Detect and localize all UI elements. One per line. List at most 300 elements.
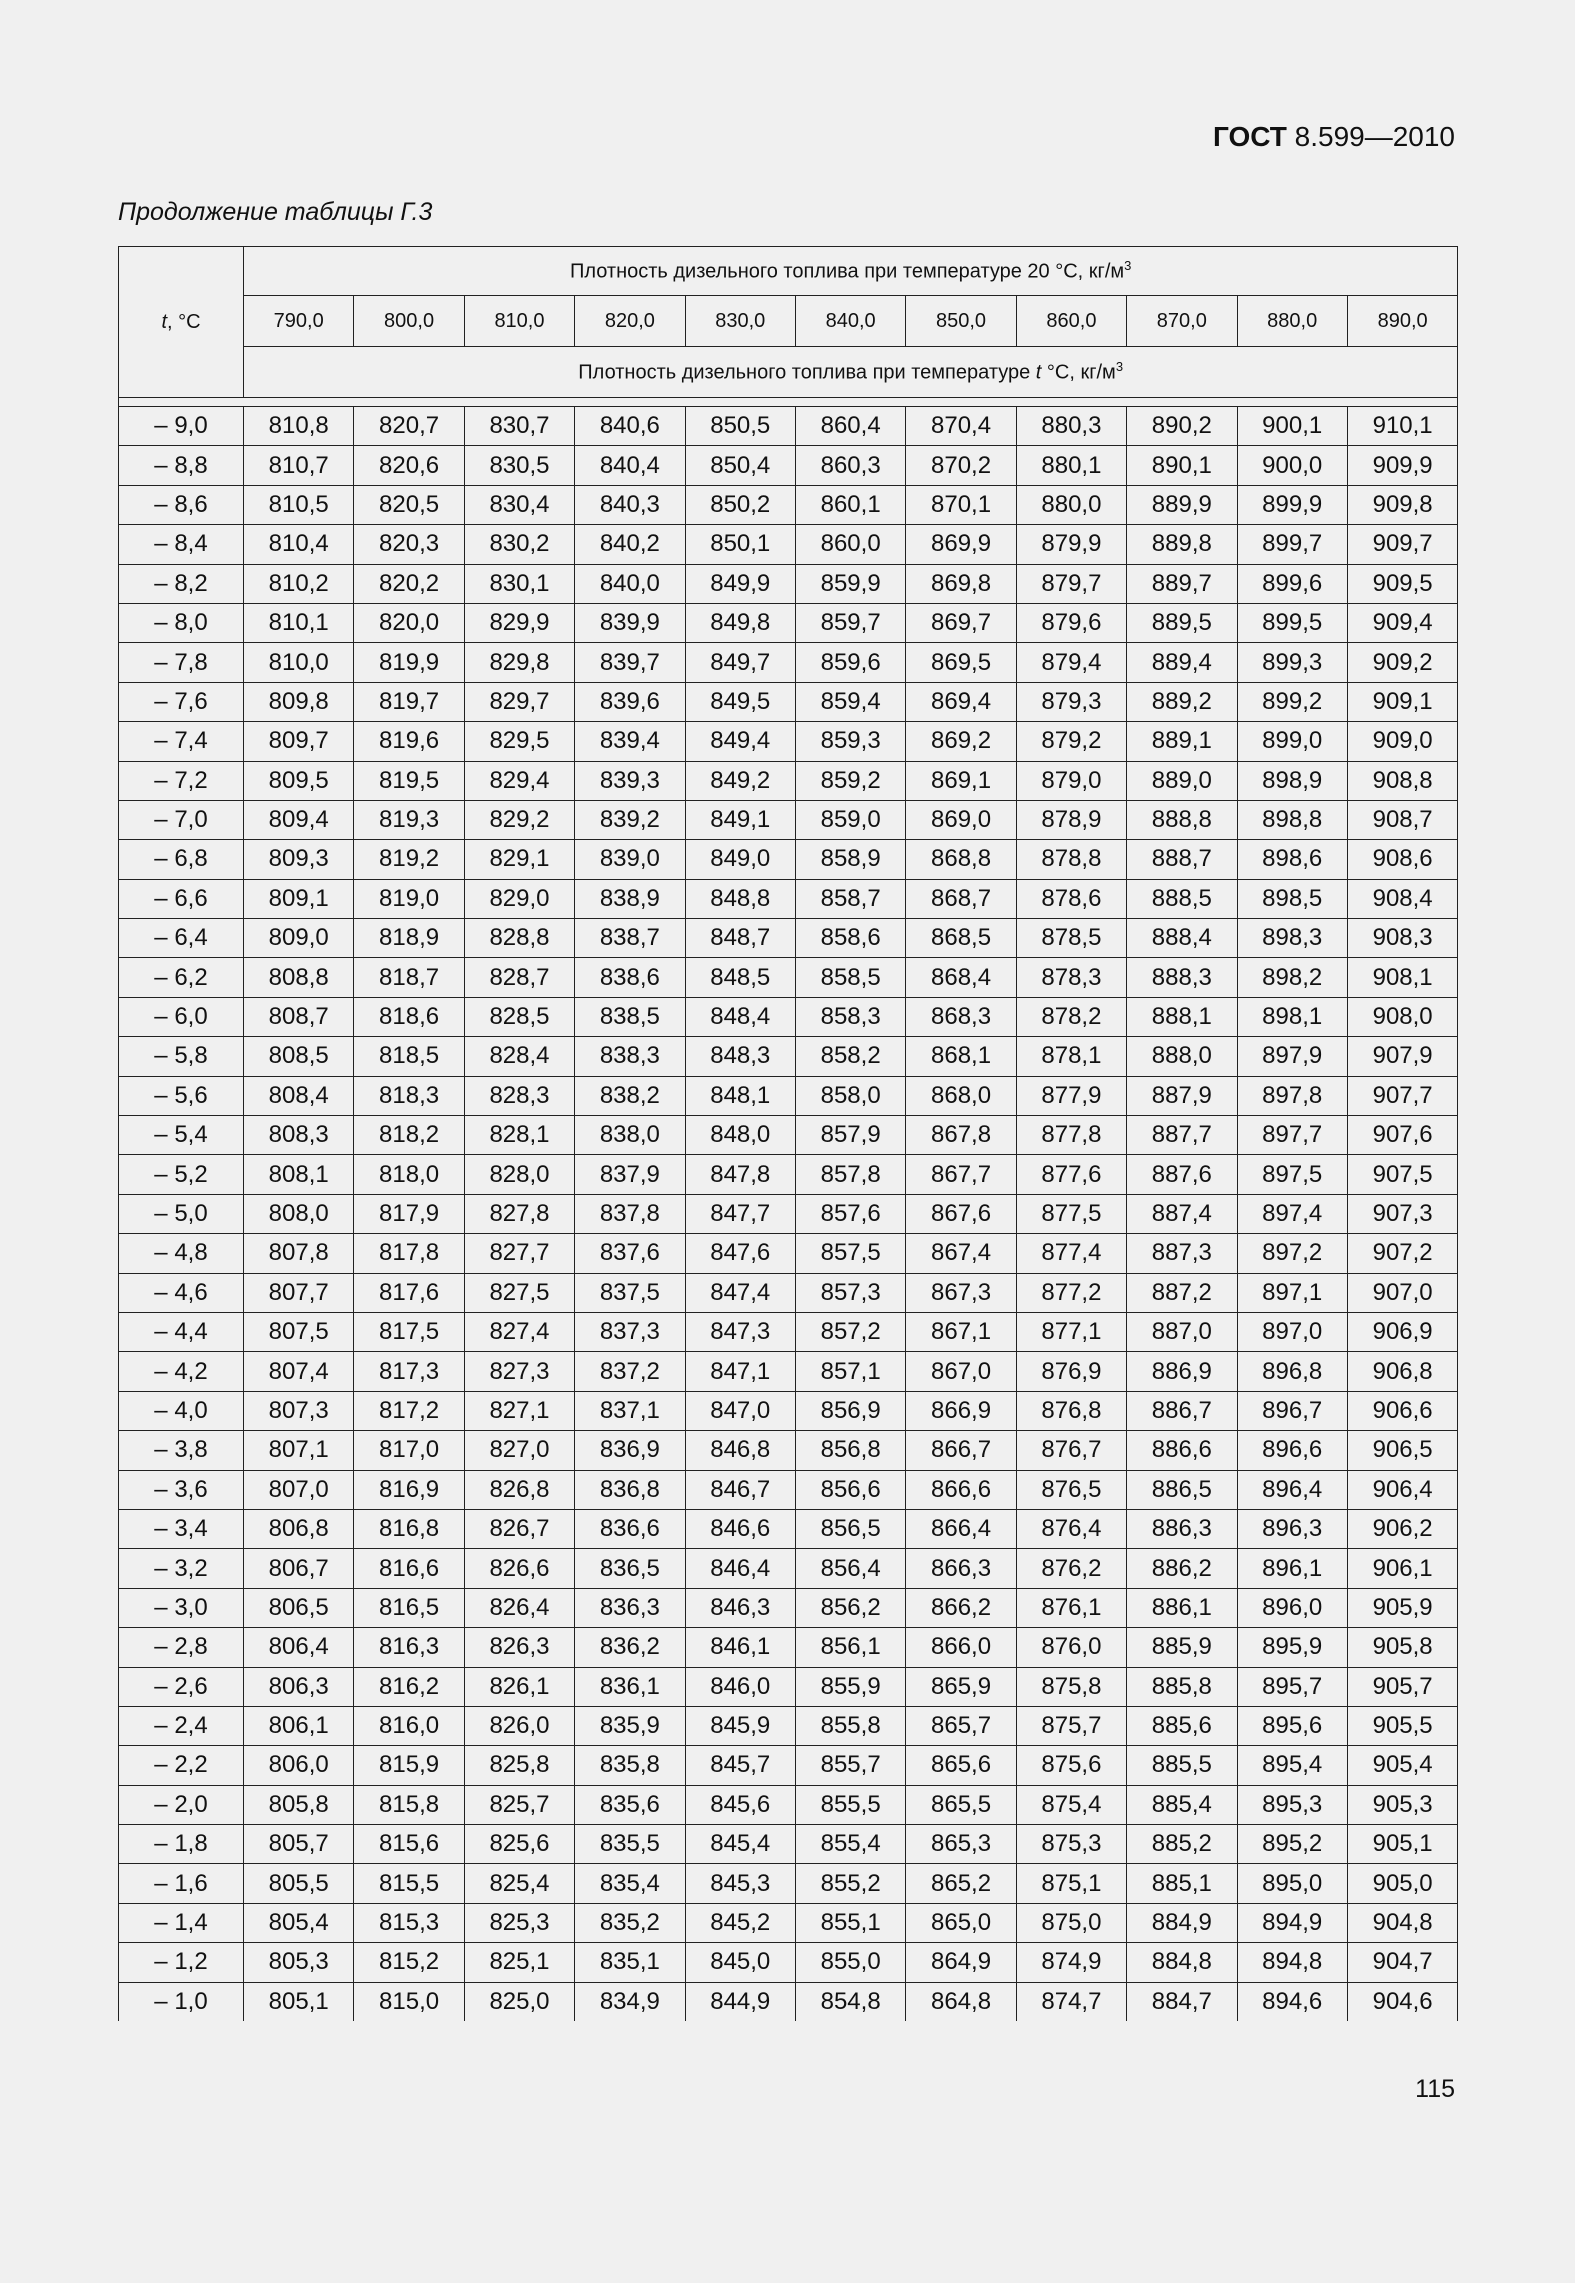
density-cell: 858,2 xyxy=(795,1037,905,1076)
density-cell: 905,5 xyxy=(1347,1706,1457,1745)
density-cell: 810,4 xyxy=(244,525,354,564)
density-cell: 908,1 xyxy=(1347,958,1457,997)
density-cell: 805,8 xyxy=(244,1785,354,1824)
density-cell: 856,9 xyxy=(795,1391,905,1430)
density-cell: 810,7 xyxy=(244,446,354,485)
density-cell: 876,5 xyxy=(1016,1470,1126,1509)
table-row xyxy=(119,643,1458,682)
density-cell: 826,1 xyxy=(464,1667,574,1706)
density-cell: 854,8 xyxy=(795,1982,905,2021)
temperature-cell: – 3,6 xyxy=(119,1470,244,1509)
density-cell: 848,3 xyxy=(685,1037,795,1076)
temperature-cell: – 7,6 xyxy=(119,682,244,721)
density-cell: 827,1 xyxy=(464,1391,574,1430)
density-cell: 807,4 xyxy=(244,1352,354,1391)
density-cell: 818,6 xyxy=(354,997,464,1036)
table-row xyxy=(119,1509,1458,1548)
density-cell: 825,1 xyxy=(464,1943,574,1982)
density-column-header: 860,0 xyxy=(1016,296,1126,347)
density-cell: 896,3 xyxy=(1237,1509,1347,1548)
temperature-cell: – 1,2 xyxy=(119,1943,244,1982)
density-column-header: 890,0 xyxy=(1347,296,1457,347)
density-cell: 847,1 xyxy=(685,1352,795,1391)
density-cell: 905,4 xyxy=(1347,1746,1457,1785)
density-cell: 830,1 xyxy=(464,564,574,603)
density-cell: 829,1 xyxy=(464,840,574,879)
density-cell: 869,5 xyxy=(906,643,1016,682)
density-cell: 908,7 xyxy=(1347,800,1457,839)
density-cell: 874,7 xyxy=(1016,1982,1126,2021)
table-row xyxy=(119,958,1458,997)
density-cell: 826,8 xyxy=(464,1470,574,1509)
density-cell: 846,3 xyxy=(685,1588,795,1627)
density-cell: 860,3 xyxy=(795,446,905,485)
density-cell: 868,8 xyxy=(906,840,1016,879)
density-cell: 857,1 xyxy=(795,1352,905,1391)
density-cell: 849,2 xyxy=(685,761,795,800)
temperature-cell: – 6,6 xyxy=(119,879,244,918)
density-cell: 810,1 xyxy=(244,603,354,642)
density-cell: 806,3 xyxy=(244,1667,354,1706)
density-table xyxy=(118,246,1458,2021)
density-cell: 856,2 xyxy=(795,1588,905,1627)
density-cell: 807,0 xyxy=(244,1470,354,1509)
density-cell: 889,7 xyxy=(1127,564,1237,603)
density-cell: 815,8 xyxy=(354,1785,464,1824)
density-cell: 848,7 xyxy=(685,919,795,958)
density-cell: 846,1 xyxy=(685,1628,795,1667)
density-cell: 887,4 xyxy=(1127,1194,1237,1233)
density-cell: 828,1 xyxy=(464,1116,574,1155)
density-cell: 845,4 xyxy=(685,1825,795,1864)
density-cell: 906,9 xyxy=(1347,1312,1457,1351)
density-cell: 818,7 xyxy=(354,958,464,997)
density-cell: 826,3 xyxy=(464,1628,574,1667)
density-cell: 877,5 xyxy=(1016,1194,1126,1233)
density-cell: 825,0 xyxy=(464,1982,574,2021)
density-cell: 827,4 xyxy=(464,1312,574,1351)
temperature-cell: – 1,8 xyxy=(119,1825,244,1864)
density-cell: 809,7 xyxy=(244,722,354,761)
density-cell: 808,3 xyxy=(244,1116,354,1155)
density-cell: 810,0 xyxy=(244,643,354,682)
density-cell: 896,6 xyxy=(1237,1431,1347,1470)
standard-label: ГОСТ xyxy=(1212,121,1287,152)
table-row xyxy=(119,1116,1458,1155)
density-cell: 838,6 xyxy=(575,958,685,997)
density-cell: 806,0 xyxy=(244,1746,354,1785)
table-row xyxy=(119,1470,1458,1509)
density-cell: 880,0 xyxy=(1016,485,1126,524)
density-cell: 837,3 xyxy=(575,1312,685,1351)
density-cell: 825,7 xyxy=(464,1785,574,1824)
density-cell: 868,7 xyxy=(906,879,1016,918)
density-cell: 816,0 xyxy=(354,1706,464,1745)
density-cell: 885,2 xyxy=(1127,1825,1237,1864)
density-cell: 828,7 xyxy=(464,958,574,997)
density-cell: 867,1 xyxy=(906,1312,1016,1351)
density-cell: 839,4 xyxy=(575,722,685,761)
density-cell: 909,0 xyxy=(1347,722,1457,761)
density-cell: 829,0 xyxy=(464,879,574,918)
density-cell: 817,6 xyxy=(354,1273,464,1312)
density-cell: 869,8 xyxy=(906,564,1016,603)
density-cell: 884,9 xyxy=(1127,1903,1237,1942)
density-cell: 807,8 xyxy=(244,1234,354,1273)
density-cell: 834,9 xyxy=(575,1982,685,2021)
density-cell: 870,2 xyxy=(906,446,1016,485)
density-cell: 894,9 xyxy=(1237,1903,1347,1942)
table-row xyxy=(119,1037,1458,1076)
density-cell: 898,2 xyxy=(1237,958,1347,997)
table-row xyxy=(119,1746,1458,1785)
density-column-header: 840,0 xyxy=(795,296,905,347)
density-cell: 808,7 xyxy=(244,997,354,1036)
table-row xyxy=(119,1706,1458,1745)
density-cell: 807,1 xyxy=(244,1431,354,1470)
temperature-cell: – 6,2 xyxy=(119,958,244,997)
temperature-cell: – 2,0 xyxy=(119,1785,244,1824)
density-cell: 907,0 xyxy=(1347,1273,1457,1312)
density-cell: 904,6 xyxy=(1347,1982,1457,2021)
density-cell: 885,8 xyxy=(1127,1667,1237,1706)
density-cell: 909,9 xyxy=(1347,446,1457,485)
density-cell: 898,5 xyxy=(1237,879,1347,918)
density-cell: 864,9 xyxy=(906,1943,1016,1982)
density-at-t-header: Плотность дизельного топлива при температуре t °С, $кг/м^3$ xyxy=(244,347,1458,398)
density-cell: 805,4 xyxy=(244,1903,354,1942)
density-cell: 869,0 xyxy=(906,800,1016,839)
density-cell: 890,2 xyxy=(1127,407,1237,446)
table-row xyxy=(119,800,1458,839)
density-cell: 818,9 xyxy=(354,919,464,958)
density-cell: 845,0 xyxy=(685,1943,795,1982)
density-cell: 899,7 xyxy=(1237,525,1347,564)
density-20c-header: Плотность дизельного топлива при температуре 20 °С, $кг/м^3$ xyxy=(244,247,1458,296)
density-cell: 876,4 xyxy=(1016,1509,1126,1548)
density-cell: 847,0 xyxy=(685,1391,795,1430)
density-cell: 905,7 xyxy=(1347,1667,1457,1706)
density-cell: 810,8 xyxy=(244,407,354,446)
density-cell: 820,6 xyxy=(354,446,464,485)
density-column-header: 870,0 xyxy=(1127,296,1237,347)
density-cell: 828,0 xyxy=(464,1155,574,1194)
density-cell: 869,9 xyxy=(906,525,1016,564)
table-row xyxy=(119,1234,1458,1273)
density-cell: 806,4 xyxy=(244,1628,354,1667)
density-cell: 866,2 xyxy=(906,1588,1016,1627)
density-cell: 836,9 xyxy=(575,1431,685,1470)
density-cell: 839,6 xyxy=(575,682,685,721)
density-cell: 836,3 xyxy=(575,1588,685,1627)
density-cell: 820,5 xyxy=(354,485,464,524)
density-cell: 857,3 xyxy=(795,1273,905,1312)
density-cell: 908,4 xyxy=(1347,879,1457,918)
density-cell: 848,0 xyxy=(685,1116,795,1155)
density-cell: 877,2 xyxy=(1016,1273,1126,1312)
density-cell: 897,0 xyxy=(1237,1312,1347,1351)
density-cell: 898,1 xyxy=(1237,997,1347,1036)
density-values-header-row xyxy=(119,296,1458,347)
density-cell: 849,7 xyxy=(685,643,795,682)
density-cell: 904,8 xyxy=(1347,1903,1457,1942)
density-cell: 866,6 xyxy=(906,1470,1016,1509)
density-cell: 826,7 xyxy=(464,1509,574,1548)
density-cell: 837,1 xyxy=(575,1391,685,1430)
temperature-cell: – 8,0 xyxy=(119,603,244,642)
density-cell: 885,1 xyxy=(1127,1864,1237,1903)
density-cell: 817,0 xyxy=(354,1431,464,1470)
density-cell: 898,6 xyxy=(1237,840,1347,879)
density-cell: 878,9 xyxy=(1016,800,1126,839)
density-cell: 907,2 xyxy=(1347,1234,1457,1273)
density-cell: 826,6 xyxy=(464,1549,574,1588)
density-cell: 810,5 xyxy=(244,485,354,524)
density-cell: 879,3 xyxy=(1016,682,1126,721)
density-cell: 899,6 xyxy=(1237,564,1347,603)
density-cell: 899,9 xyxy=(1237,485,1347,524)
density-cell: 867,3 xyxy=(906,1273,1016,1312)
density-cell: 879,2 xyxy=(1016,722,1126,761)
density-cell: 830,7 xyxy=(464,407,574,446)
density-cell: 818,5 xyxy=(354,1037,464,1076)
density-cell: 859,4 xyxy=(795,682,905,721)
density-cell: 865,2 xyxy=(906,1864,1016,1903)
temperature-cell: – 1,4 xyxy=(119,1903,244,1942)
density-cell: 879,7 xyxy=(1016,564,1126,603)
density-cell: 888,1 xyxy=(1127,997,1237,1036)
density-cell: 870,1 xyxy=(906,485,1016,524)
density-cell: 827,3 xyxy=(464,1352,574,1391)
density-cell: 909,4 xyxy=(1347,603,1457,642)
density-cell: 867,6 xyxy=(906,1194,1016,1233)
density-cell: 855,2 xyxy=(795,1864,905,1903)
density-cell: 909,1 xyxy=(1347,682,1457,721)
density-cell: 840,6 xyxy=(575,407,685,446)
density-cell: 856,5 xyxy=(795,1509,905,1548)
density-cell: 860,4 xyxy=(795,407,905,446)
density-cell: 866,9 xyxy=(906,1391,1016,1430)
density-cell: 868,0 xyxy=(906,1076,1016,1115)
density-cell: 907,5 xyxy=(1347,1155,1457,1194)
density-cell: 857,9 xyxy=(795,1116,905,1155)
density-cell: 817,2 xyxy=(354,1391,464,1430)
density-cell: 887,2 xyxy=(1127,1273,1237,1312)
density-cell: 838,9 xyxy=(575,879,685,918)
table-row xyxy=(119,1825,1458,1864)
density-cell: 865,0 xyxy=(906,1903,1016,1942)
temperature-cell: – 2,2 xyxy=(119,1746,244,1785)
density-cell: 835,5 xyxy=(575,1825,685,1864)
density-cell: 820,2 xyxy=(354,564,464,603)
density-cell: 889,0 xyxy=(1127,761,1237,800)
temperature-cell: – 4,8 xyxy=(119,1234,244,1273)
density-cell: 909,8 xyxy=(1347,485,1457,524)
density-cell: 808,4 xyxy=(244,1076,354,1115)
density-cell: 876,2 xyxy=(1016,1549,1126,1588)
temperature-cell: – 7,8 xyxy=(119,643,244,682)
table-row xyxy=(119,761,1458,800)
density-cell: 850,1 xyxy=(685,525,795,564)
density-cell: 860,1 xyxy=(795,485,905,524)
density-cell: 847,4 xyxy=(685,1273,795,1312)
density-cell: 895,6 xyxy=(1237,1706,1347,1745)
density-cell: 905,0 xyxy=(1347,1864,1457,1903)
header-row-bottom xyxy=(119,347,1458,398)
density-cell: 837,8 xyxy=(575,1194,685,1233)
density-cell: 830,5 xyxy=(464,446,574,485)
density-cell: 879,0 xyxy=(1016,761,1126,800)
density-cell: 844,9 xyxy=(685,1982,795,2021)
page-number: 115 xyxy=(1415,2075,1455,2103)
temperature-cell: – 6,0 xyxy=(119,997,244,1036)
table-row xyxy=(119,446,1458,485)
density-cell: 890,1 xyxy=(1127,446,1237,485)
density-cell: 808,0 xyxy=(244,1194,354,1233)
density-cell: 806,8 xyxy=(244,1509,354,1548)
temperature-cell: – 2,4 xyxy=(119,1706,244,1745)
density-cell: 884,8 xyxy=(1127,1943,1237,1982)
density-cell: 857,8 xyxy=(795,1155,905,1194)
density-cell: 858,3 xyxy=(795,997,905,1036)
density-cell: 856,6 xyxy=(795,1470,905,1509)
density-cell: 875,8 xyxy=(1016,1667,1126,1706)
density-cell: 859,2 xyxy=(795,761,905,800)
table-row xyxy=(119,564,1458,603)
density-cell: 836,5 xyxy=(575,1549,685,1588)
density-cell: 889,5 xyxy=(1127,603,1237,642)
density-cell: 855,1 xyxy=(795,1903,905,1942)
temperature-cell: – 5,0 xyxy=(119,1194,244,1233)
density-cell: 859,3 xyxy=(795,722,905,761)
density-cell: 877,6 xyxy=(1016,1155,1126,1194)
density-cell: 835,8 xyxy=(575,1746,685,1785)
density-cell: 866,0 xyxy=(906,1628,1016,1667)
density-cell: 849,5 xyxy=(685,682,795,721)
density-cell: 809,4 xyxy=(244,800,354,839)
density-cell: 828,3 xyxy=(464,1076,574,1115)
table-row xyxy=(119,1785,1458,1824)
density-cell: 809,1 xyxy=(244,879,354,918)
density-cell: 858,0 xyxy=(795,1076,905,1115)
density-cell: 889,2 xyxy=(1127,682,1237,721)
density-cell: 828,4 xyxy=(464,1037,574,1076)
density-cell: 869,4 xyxy=(906,682,1016,721)
density-cell: 885,5 xyxy=(1127,1746,1237,1785)
density-cell: 895,2 xyxy=(1237,1825,1347,1864)
density-cell: 896,1 xyxy=(1237,1549,1347,1588)
density-cell: 856,8 xyxy=(795,1431,905,1470)
density-cell: 816,6 xyxy=(354,1549,464,1588)
density-cell: 845,9 xyxy=(685,1706,795,1745)
density-cell: 878,5 xyxy=(1016,919,1126,958)
density-cell: 878,3 xyxy=(1016,958,1126,997)
density-cell: 860,0 xyxy=(795,525,905,564)
density-cell: 807,7 xyxy=(244,1273,354,1312)
density-cell: 869,2 xyxy=(906,722,1016,761)
density-cell: 807,3 xyxy=(244,1391,354,1430)
temperature-cell: – 2,6 xyxy=(119,1667,244,1706)
density-cell: 888,7 xyxy=(1127,840,1237,879)
density-cell: 856,4 xyxy=(795,1549,905,1588)
density-cell: 808,1 xyxy=(244,1155,354,1194)
density-cell: 809,0 xyxy=(244,919,354,958)
density-cell: 816,3 xyxy=(354,1628,464,1667)
density-cell: 835,9 xyxy=(575,1706,685,1745)
density-cell: 876,9 xyxy=(1016,1352,1126,1391)
density-cell: 906,2 xyxy=(1347,1509,1457,1548)
density-cell: 827,7 xyxy=(464,1234,574,1273)
density-cell: 906,6 xyxy=(1347,1391,1457,1430)
density-cell: 849,8 xyxy=(685,603,795,642)
density-cell: 884,7 xyxy=(1127,1982,1237,2021)
density-cell: 836,2 xyxy=(575,1628,685,1667)
table-row xyxy=(119,1903,1458,1942)
table-row xyxy=(119,1312,1458,1351)
density-cell: 825,8 xyxy=(464,1746,574,1785)
density-cell: 808,8 xyxy=(244,958,354,997)
density-cell: 838,3 xyxy=(575,1037,685,1076)
density-cell: 889,1 xyxy=(1127,722,1237,761)
density-cell: 876,7 xyxy=(1016,1431,1126,1470)
density-cell: 808,5 xyxy=(244,1037,354,1076)
density-column-header: 830,0 xyxy=(685,296,795,347)
density-cell: 875,1 xyxy=(1016,1864,1126,1903)
density-cell: 848,4 xyxy=(685,997,795,1036)
density-cell: 885,4 xyxy=(1127,1785,1237,1824)
density-cell: 909,2 xyxy=(1347,643,1457,682)
density-cell: 830,4 xyxy=(464,485,574,524)
temperature-cell: – 3,4 xyxy=(119,1509,244,1548)
density-cell: 895,7 xyxy=(1237,1667,1347,1706)
density-cell: 899,5 xyxy=(1237,603,1347,642)
density-cell: 870,4 xyxy=(906,407,1016,446)
density-cell: 867,7 xyxy=(906,1155,1016,1194)
density-cell: 840,0 xyxy=(575,564,685,603)
density-cell: 886,2 xyxy=(1127,1549,1237,1588)
density-cell: 897,5 xyxy=(1237,1155,1347,1194)
density-cell: 816,9 xyxy=(354,1470,464,1509)
temperature-cell: – 6,4 xyxy=(119,919,244,958)
table-row xyxy=(119,840,1458,879)
density-cell: 868,1 xyxy=(906,1037,1016,1076)
density-cell: 906,4 xyxy=(1347,1470,1457,1509)
temperature-column-header: t, °С xyxy=(119,247,244,398)
density-cell: 837,6 xyxy=(575,1234,685,1273)
density-cell: 807,5 xyxy=(244,1312,354,1351)
temperature-cell: – 8,2 xyxy=(119,564,244,603)
table-row xyxy=(119,485,1458,524)
density-cell: 896,4 xyxy=(1237,1470,1347,1509)
density-cell: 847,7 xyxy=(685,1194,795,1233)
temperature-cell: – 4,0 xyxy=(119,1391,244,1430)
density-cell: 908,8 xyxy=(1347,761,1457,800)
density-cell: 877,8 xyxy=(1016,1116,1126,1155)
density-cell: 840,4 xyxy=(575,446,685,485)
density-cell: 815,0 xyxy=(354,1982,464,2021)
temperature-cell: – 1,6 xyxy=(119,1864,244,1903)
density-cell: 845,6 xyxy=(685,1785,795,1824)
density-cell: 857,6 xyxy=(795,1194,905,1233)
density-cell: 815,6 xyxy=(354,1825,464,1864)
table-row xyxy=(119,1982,1458,2021)
table-caption: Продолжение таблицы Г.3 xyxy=(118,198,433,226)
density-column-header: 810,0 xyxy=(464,296,574,347)
density-cell: 904,7 xyxy=(1347,1943,1457,1982)
density-cell: 826,4 xyxy=(464,1588,574,1627)
density-column-header: 880,0 xyxy=(1237,296,1347,347)
density-cell: 887,7 xyxy=(1127,1116,1237,1155)
